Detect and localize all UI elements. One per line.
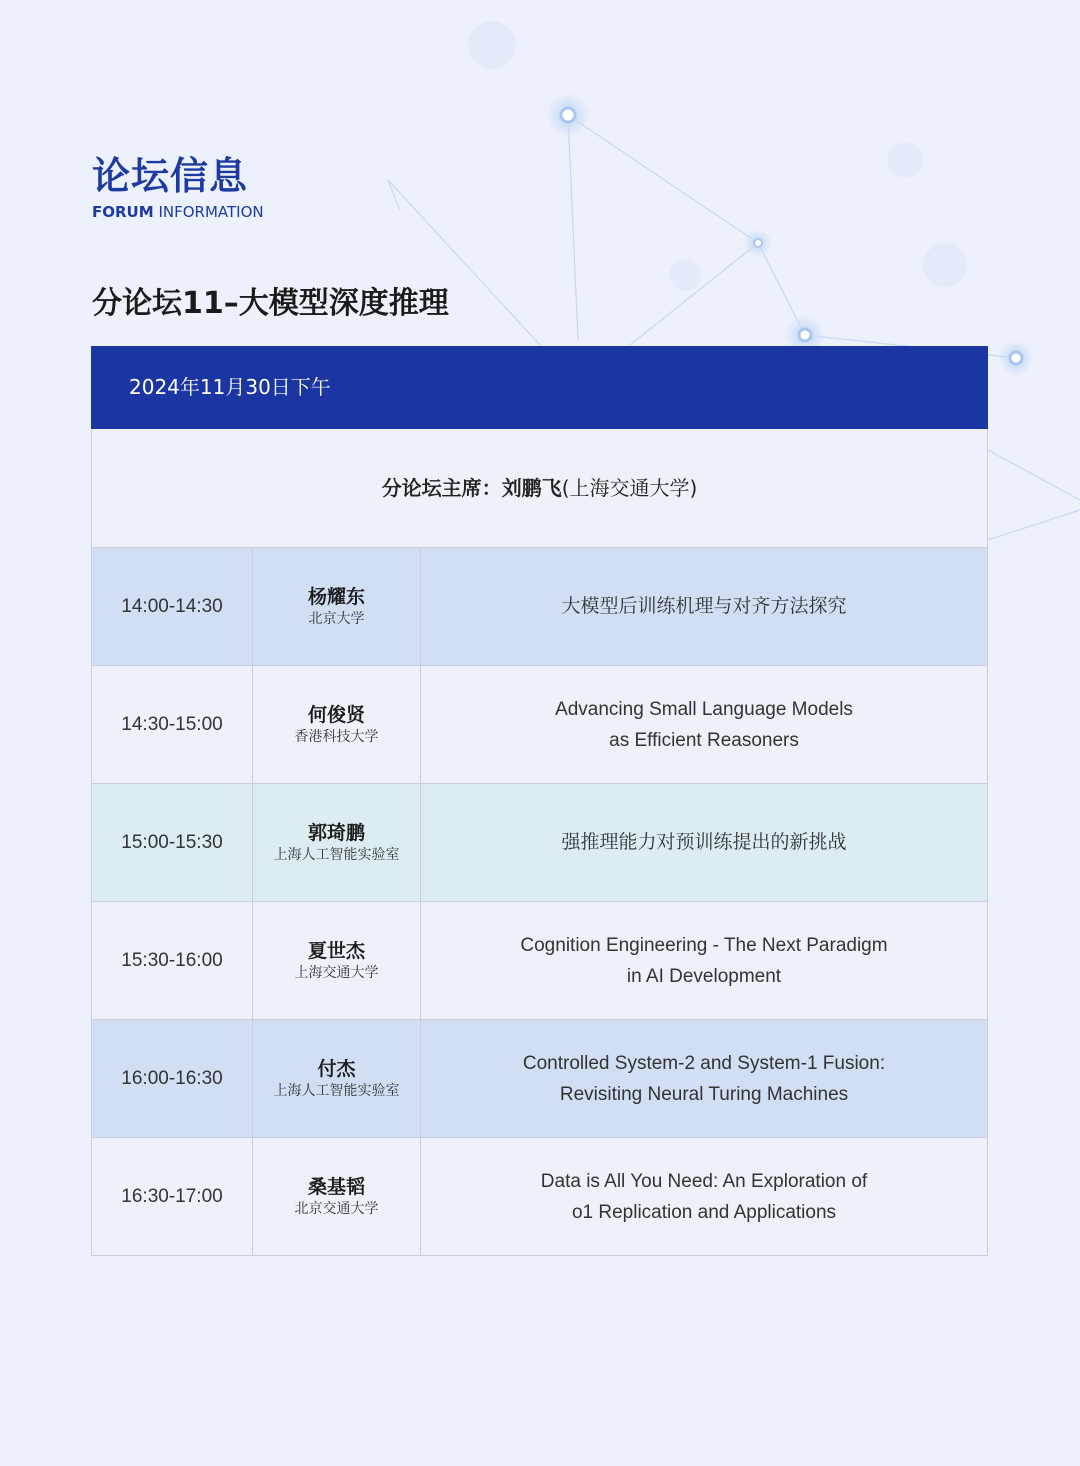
- session-speaker: [253, 1138, 421, 1255]
- session-topic: [421, 784, 987, 901]
- session-row: [91, 1020, 988, 1138]
- session-time: 14:00-14:30: [92, 548, 253, 665]
- speaker-name: 何俊贤: [307, 703, 365, 726]
- topic-line: o1 Replication and Applications: [571, 1201, 837, 1223]
- session-time: 14:30-15:00: [92, 666, 253, 783]
- chair-name: 刘鹏飞: [501, 476, 562, 500]
- speaker-name: 付杰: [317, 1057, 356, 1080]
- speaker-name: 夏世杰: [307, 939, 365, 962]
- speaker-org: 北京大学: [308, 610, 365, 627]
- session-row: [91, 1138, 988, 1256]
- subtitle-bold: FORUM: [92, 203, 154, 221]
- session-speaker: [253, 784, 421, 901]
- chair-org: (上海交通大学): [561, 476, 698, 500]
- session-time: 15:00-15:30: [92, 784, 253, 901]
- session-topic: [421, 1020, 987, 1137]
- speaker-org: 上海交通大学: [294, 964, 379, 981]
- session-row: [91, 784, 988, 902]
- session-row: [91, 902, 988, 1020]
- chair-row: [91, 429, 988, 548]
- speaker-name: 郭琦鹏: [307, 821, 365, 844]
- topic-line: Cognition Engineering - The Next Paradigm: [520, 934, 888, 956]
- topic-line: Controlled System-2 and System-1 Fusion:: [522, 1052, 886, 1074]
- speaker-org: 香港科技大学: [294, 728, 379, 745]
- speaker-org: 北京交通大学: [294, 1200, 379, 1217]
- speaker-name: 杨耀东: [307, 585, 365, 608]
- topic-line: 大模型后训练机理与对齐方法探究: [561, 596, 847, 617]
- session-speaker: [253, 548, 421, 665]
- speaker-name: 桑基韬: [307, 1175, 365, 1198]
- session-speaker: [253, 1020, 421, 1137]
- speaker-org: 上海人工智能实验室: [273, 846, 400, 863]
- session-time: 16:30-17:00: [92, 1138, 253, 1255]
- speaker-org: 上海人工智能实验室: [273, 1082, 400, 1099]
- session-topic: [421, 902, 987, 1019]
- topic-line: Revisiting Neural Turing Machines: [559, 1083, 849, 1105]
- session-row: [91, 548, 988, 666]
- session-speaker: [253, 666, 421, 783]
- chair-label: 分论坛主席：: [381, 476, 502, 500]
- session-topic: [421, 1138, 987, 1255]
- section-title: 论坛信息: [92, 154, 249, 198]
- date-bar: 2024年11月30日下午: [91, 346, 988, 429]
- topic-line: Advancing Small Language Models: [555, 698, 853, 720]
- session-topic: [421, 666, 987, 783]
- section-subtitle: [92, 202, 264, 222]
- session-time: 15:30-16:00: [92, 902, 253, 1019]
- topic-line: 强推理能力对预训练提出的新挑战: [561, 832, 847, 853]
- session-topic: [421, 548, 987, 665]
- topic-line: in AI Development: [626, 965, 782, 987]
- topic-line: Data is All You Need: An Exploration of: [540, 1170, 868, 1192]
- topic-line: as Efficient Reasoners: [609, 729, 799, 751]
- session-time: 16:00-16:30: [92, 1020, 253, 1137]
- session-speaker: [253, 902, 421, 1019]
- schedule-table: [91, 346, 988, 1256]
- session-row: [91, 666, 988, 784]
- forum-title: 分论坛11–大模型深度推理: [92, 286, 449, 321]
- subtitle-rest: INFORMATION: [158, 203, 264, 221]
